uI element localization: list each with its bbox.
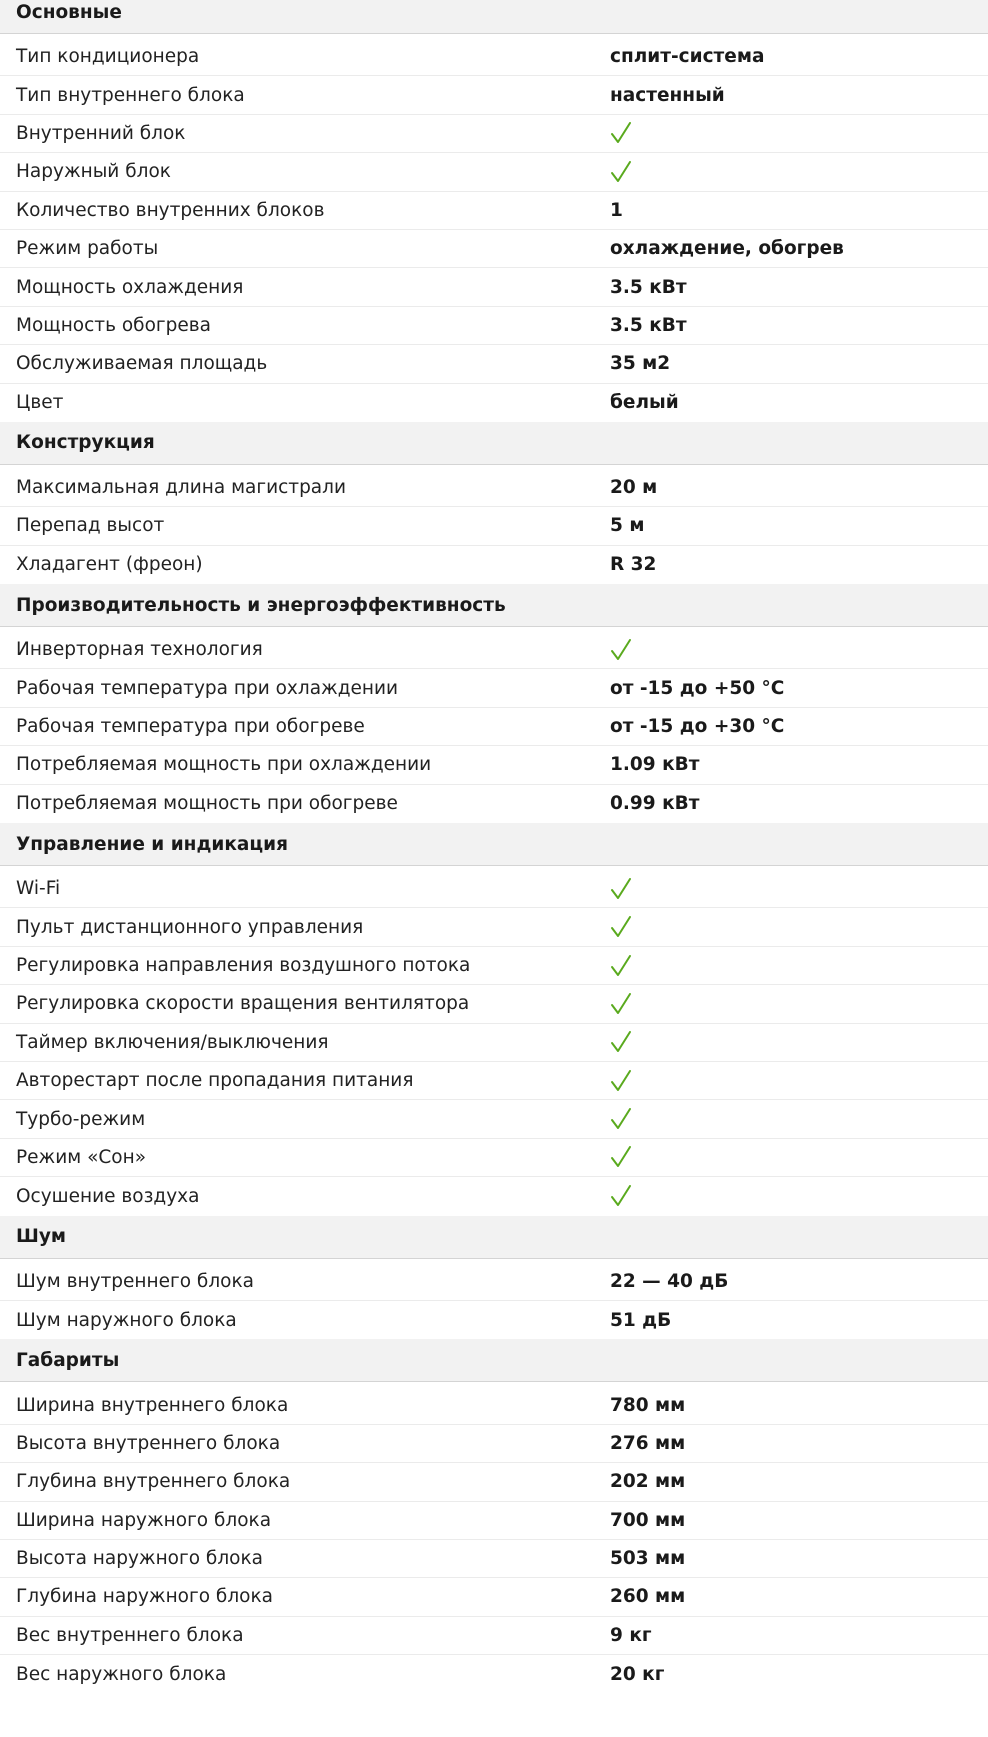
spec-value: 9 кг [610, 1624, 652, 1646]
spec-row [0, 507, 988, 545]
spec-row [0, 1578, 988, 1616]
spec-label: Рабочая температура при обогреве [16, 716, 365, 738]
spec-row [0, 1655, 988, 1693]
spec-value [610, 1069, 988, 1093]
spec-value: 700 мм [610, 1509, 686, 1531]
spec-value: от -15 до +30 °C [610, 716, 785, 738]
spec-row [0, 1425, 988, 1463]
spec-label: Мощность обогрева [16, 314, 211, 336]
checkmark-icon [610, 1107, 632, 1131]
spec-value [610, 954, 988, 978]
spec-label: Потребляемая мощность при обогреве [16, 793, 398, 815]
spec-label: Цвет [16, 392, 64, 414]
spec-row [0, 1100, 988, 1138]
spec-label: Пульт дистанционного управления [16, 916, 364, 938]
spec-label: Авторестарт после пропадания питания [16, 1070, 414, 1092]
spec-row [0, 1177, 988, 1215]
spec-value: 1 [610, 199, 623, 221]
spec-label: Рабочая температура при охлаждении [16, 677, 399, 699]
spec-label: Режим «Сон» [16, 1146, 147, 1168]
section-title: Конструкция [0, 422, 988, 465]
spec-row [0, 268, 988, 306]
spec-row [0, 115, 988, 153]
spec-value: 3.5 кВт [610, 276, 687, 298]
checkmark-icon [610, 121, 632, 145]
spec-value: 276 мм [610, 1432, 686, 1454]
checkmark-icon [610, 1030, 632, 1054]
spec-row [0, 1024, 988, 1062]
spec-value [610, 877, 988, 901]
spec-label: Глубина наружного блока [16, 1586, 273, 1608]
spec-row [0, 669, 988, 707]
spec-label: Ширина наружного блока [16, 1509, 272, 1531]
spec-value [610, 638, 988, 662]
spec-value [610, 1184, 988, 1208]
spec-label: Режим работы [16, 238, 159, 260]
spec-value: 35 м2 [610, 353, 671, 375]
spec-value: 22 — 40 дБ [610, 1270, 729, 1292]
spec-row [0, 192, 988, 230]
spec-row [0, 1062, 988, 1100]
spec-value [610, 992, 988, 1016]
spec-row [0, 1463, 988, 1501]
spec-row [0, 985, 988, 1023]
spec-label: Внутренний блок [16, 122, 186, 144]
spec-value: 202 мм [610, 1471, 686, 1493]
spec-label: Шум внутреннего блока [16, 1270, 254, 1292]
spec-value: настенный [610, 84, 725, 106]
spec-label: Хладагент (фреон) [16, 554, 203, 576]
spec-label: Обслуживаемая площадь [16, 353, 268, 375]
spec-value: 1.09 кВт [610, 754, 700, 776]
checkmark-icon [610, 954, 632, 978]
checkmark-icon [610, 638, 632, 662]
spec-value: 20 м [610, 477, 658, 499]
spec-value [610, 1107, 988, 1131]
spec-row [0, 631, 988, 669]
spec-value [610, 121, 988, 145]
spec-rows [0, 1259, 988, 1340]
spec-label: Шум наружного блока [16, 1309, 237, 1331]
spec-value: 503 мм [610, 1548, 686, 1570]
spec-value: 260 мм [610, 1586, 686, 1608]
spec-row [0, 708, 988, 746]
spec-rows [0, 866, 988, 1216]
spec-value: 0.99 кВт [610, 793, 700, 815]
spec-label: Глубина внутреннего блока [16, 1471, 291, 1493]
spec-section [0, 1216, 988, 1340]
spec-row [0, 469, 988, 507]
spec-value: 51 дБ [610, 1309, 672, 1331]
spec-label: Турбо-режим [16, 1108, 146, 1130]
spec-rows [0, 627, 988, 823]
spec-row [0, 746, 988, 784]
spec-row [0, 546, 988, 584]
section-title: Габариты [0, 1339, 988, 1382]
spec-row [0, 1386, 988, 1424]
spec-value: R 32 [610, 554, 657, 576]
spec-value: белый [610, 392, 679, 414]
spec-label: Потребляемая мощность при охлаждении [16, 754, 432, 776]
spec-label: Ширина внутреннего блока [16, 1394, 289, 1416]
spec-value: 20 кг [610, 1663, 665, 1685]
spec-section [0, 823, 988, 1216]
checkmark-icon [610, 877, 632, 901]
spec-row [0, 785, 988, 823]
spec-section [0, 584, 988, 823]
spec-row [0, 1617, 988, 1655]
spec-row [0, 153, 988, 191]
spec-label: Инверторная технология [16, 639, 263, 661]
spec-row [0, 345, 988, 383]
spec-label: Таймер включения/выключения [16, 1031, 329, 1053]
spec-label: Регулировка скорости вращения вентилятора [16, 993, 470, 1015]
spec-rows [0, 34, 988, 422]
spec-row [0, 307, 988, 345]
spec-row [0, 1263, 988, 1301]
spec-row [0, 76, 988, 114]
checkmark-icon [610, 992, 632, 1016]
spec-section [0, 1339, 988, 1693]
spec-rows [0, 465, 988, 584]
spec-section [0, 0, 988, 422]
spec-label: Тип кондиционера [16, 46, 200, 68]
spec-label: Количество внутренних блоков [16, 199, 325, 221]
spec-row [0, 870, 988, 908]
spec-rows [0, 1382, 988, 1693]
spec-value: охлаждение, обогрев [610, 238, 844, 260]
spec-value [610, 160, 988, 184]
spec-value: от -15 до +50 °C [610, 677, 785, 699]
spec-label: Максимальная длина магистрали [16, 477, 346, 499]
spec-label: Вес внутреннего блока [16, 1624, 244, 1646]
spec-row [0, 384, 988, 422]
spec-value [610, 915, 988, 939]
spec-value [610, 1030, 988, 1054]
spec-label: Высота наружного блока [16, 1548, 263, 1570]
section-title: Производительность и энергоэффективность [0, 584, 988, 627]
spec-label: Вес наружного блока [16, 1663, 227, 1685]
spec-row [0, 1139, 988, 1177]
spec-value: 3.5 кВт [610, 314, 687, 336]
spec-label: Перепад высот [16, 515, 165, 537]
spec-section [0, 422, 988, 584]
spec-row [0, 1301, 988, 1339]
spec-label: Высота внутреннего блока [16, 1432, 281, 1454]
section-title: Шум [0, 1216, 988, 1259]
spec-value: 780 мм [610, 1394, 686, 1416]
section-title: Управление и индикация [0, 823, 988, 866]
spec-row [0, 908, 988, 946]
checkmark-icon [610, 1069, 632, 1093]
spec-row [0, 947, 988, 985]
checkmark-icon [610, 160, 632, 184]
spec-label: Wi-Fi [16, 878, 61, 900]
spec-value: сплит-система [610, 46, 765, 68]
spec-value: 5 м [610, 515, 645, 537]
spec-row [0, 1502, 988, 1540]
spec-value [610, 1145, 988, 1169]
spec-label: Осушение воздуха [16, 1185, 200, 1207]
spec-label: Регулировка направления воздушного потока [16, 955, 471, 976]
checkmark-icon [610, 1145, 632, 1169]
spec-label: Тип внутреннего блока [16, 84, 245, 106]
spec-label: Наружный блок [16, 161, 171, 183]
spec-row [0, 38, 988, 76]
spec-label: Мощность охлаждения [16, 276, 244, 298]
checkmark-icon [610, 1184, 632, 1208]
checkmark-icon [610, 915, 632, 939]
spec-row [0, 1540, 988, 1578]
section-title: Основные [0, 0, 988, 34]
spec-row [0, 230, 988, 268]
